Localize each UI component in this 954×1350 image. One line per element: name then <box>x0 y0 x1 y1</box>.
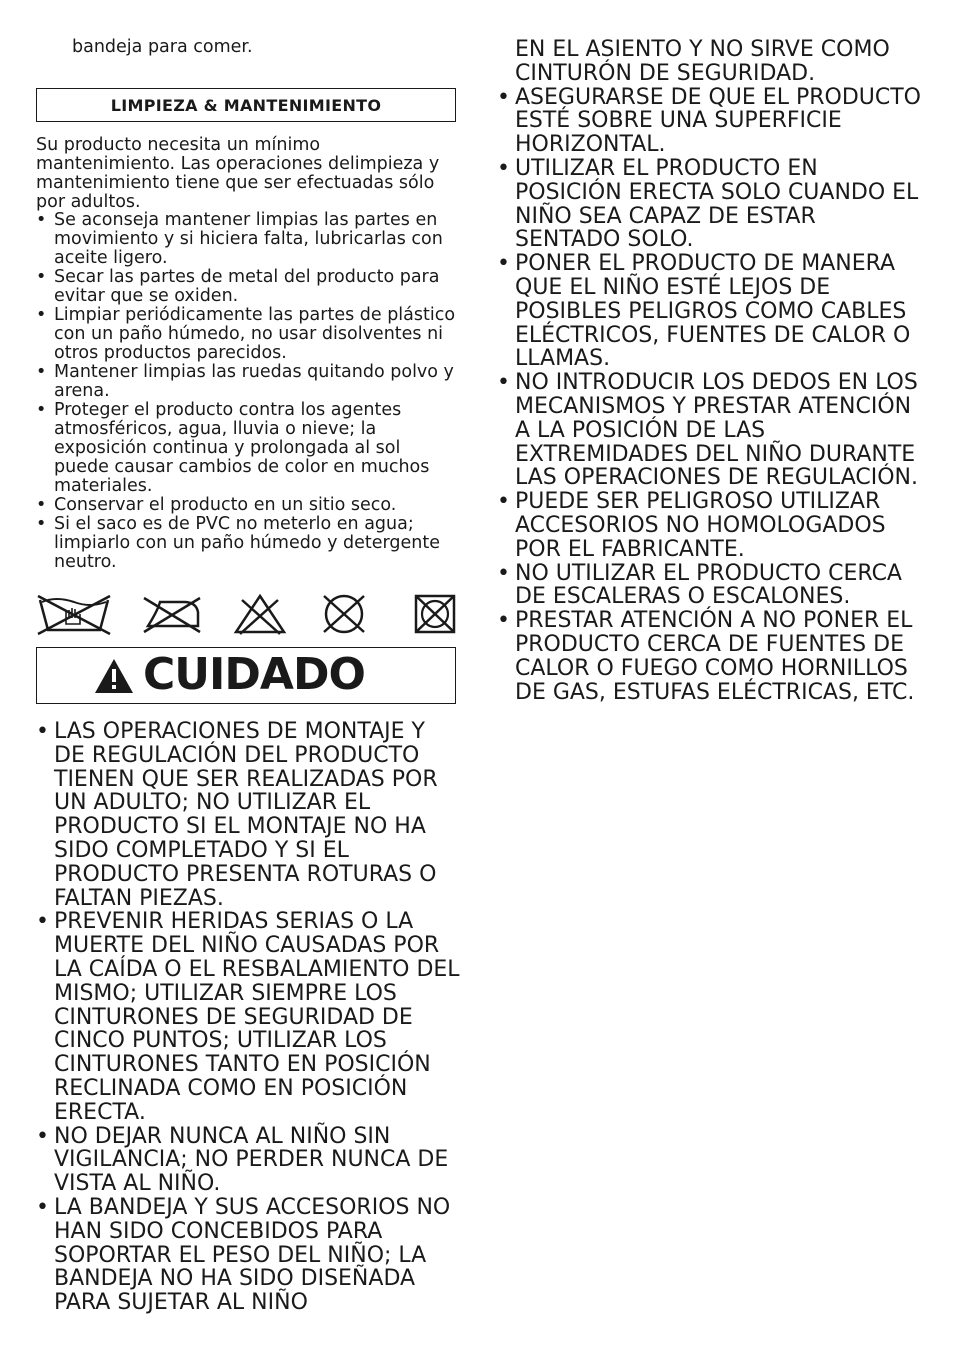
section-title: LIMPIEZA & MANTENIMIENTO <box>110 95 382 115</box>
list-item: • Conservar el producto en un sitio seco. <box>36 496 460 515</box>
list-item: • Se aconseja mantener limpias las partes en movimiento y si hiciera falta, lubricarlas con aceite ligero. <box>36 211 460 268</box>
warning-item: • ASEGURARSE DE QUE EL PRODUCTO ESTÉ SOBRE UNA SUPERFICIE HORIZONTAL. <box>497 86 927 157</box>
do-not-dry-clean-icon <box>318 592 370 636</box>
warning-item: • NO UTILIZAR EL PRODUCTO CERCA DE ESCALERAS O ESCALONES. <box>497 562 927 610</box>
warning-item: • PRESTAR ATENCIÓN A NO PONER EL PRODUCTO CERCA DE FUENTES DE CALOR O FUEGO COMO HORNILLOS DE GAS, ESTUFAS ELÉCTRICAS, ETC. <box>497 609 927 704</box>
warning-item: • PONER EL PRODUCTO DE MANERA QUE EL NIÑO ESTÉ LEJOS DE POSIBLES PELIGROS COMO CABLES ELÉCTRICOS, FUENTES DE CALOR O LLAMAS. <box>497 252 927 371</box>
caution-title: CUIDADO <box>143 649 365 700</box>
do-not-iron-icon <box>140 592 204 636</box>
warning-item: • NO INTRODUCIR LOS DEDOS EN LOS MECANISMOS Y PRESTAR ATENCIÓN A LA POSICIÓN DE LAS EXTREMIDADES DEL NIÑO DURANTE LAS OPERACIONES DE REGULACIÓN. <box>497 371 927 490</box>
list-item: • Proteger el producto contra los agentes atmosféricos, agua, lluvia o nieve; la exposición continua y prolongada al sol puede causar cambios de color en muchos materiales. <box>36 401 460 496</box>
care-symbols <box>36 592 460 636</box>
list-item: • Limpiar periódicamente las partes de plástico con un paño húmedo, no usar disolventes ni otros productos parecidos. <box>36 306 460 363</box>
warning-item: • UTILIZAR EL PRODUCTO EN POSICIÓN ERECTA SOLO CUANDO EL NIÑO SEA CAPAZ DE ESTAR SENTADO SOLO. <box>497 157 927 252</box>
hand-wash-prohibited-icon <box>36 592 112 636</box>
warning-item: • LAS OPERACIONES DE MONTAJE Y DE REGULACIÓN DEL PRODUCTO TIENEN QUE SER REALIZADAS POR UN ADULTO; NO UTILIZAR EL PRODUCTO SI EL MONTAJE NO HA SIDO COMPLETADO Y SI EL PRODUCTO PRESENTA ROTURAS O FALTAN PIEZAS. <box>36 720 460 910</box>
continuation-text: bandeja para comer. <box>72 37 253 57</box>
do-not-bleach-icon <box>232 592 288 636</box>
maintenance-list <box>36 211 460 572</box>
list-item: • Secar las partes de metal del producto para evitar que se oxiden. <box>36 268 460 306</box>
caution-banner <box>36 647 456 704</box>
warning-item: • LA BANDEJA Y SUS ACCESORIOS NO HAN SIDO CONCEBIDOS PARA SOPORTAR EL PESO DEL NIÑO; LA BANDEJA NO HA SIDO DISEÑADA PARA SUJETAR AL NIÑO <box>36 1196 460 1315</box>
warning-triangle-icon <box>93 657 135 695</box>
maintenance-intro: Su producto necesita un mínimo mantenimiento. Las operaciones delimpieza y mantenimiento tiene que ser efectuadas sólo por adultos. <box>36 135 440 212</box>
list-item: • Si el saco es de PVC no meterlo en agua; limpiarlo con un paño húmedo y detergente neutro. <box>36 515 460 572</box>
warning-item: • PUEDE SER PELIGROSO UTILIZAR ACCESORIOS NO HOMOLOGADOS POR EL FABRICANTE. <box>497 490 927 561</box>
warning-item: • PREVENIR HERIDAS SERIAS O LA MUERTE DEL NIÑO CAUSADAS POR LA CAÍDA O EL RESBALAMIENTO DEL MISMO; UTILIZAR SIEMPRE LOS CINTURONES DE SEGURIDAD DE CINCO PUNTOS; UTILIZAR LOS CINTURONES TANTO EN POSICIÓN RECLINADA COMO EN POSICIÓN ERECTA. <box>36 910 460 1124</box>
list-item: • Mantener limpias las ruedas quitando polvo y arena. <box>36 363 460 401</box>
do-not-tumble-dry-icon <box>412 592 458 636</box>
section-title-box <box>36 88 456 122</box>
warning-continuation: EN EL ASIENTO Y NO SIRVE COMO CINTURÓN DE SEGURIDAD. <box>515 37 890 86</box>
warning-item: • NO DEJAR NUNCA AL NIÑO SIN VIGILANCIA; NO PERDER NUNCA DE VISTA AL NIÑO. <box>36 1125 460 1196</box>
warnings-left-column <box>36 720 460 1315</box>
warnings-right-column <box>497 38 927 704</box>
